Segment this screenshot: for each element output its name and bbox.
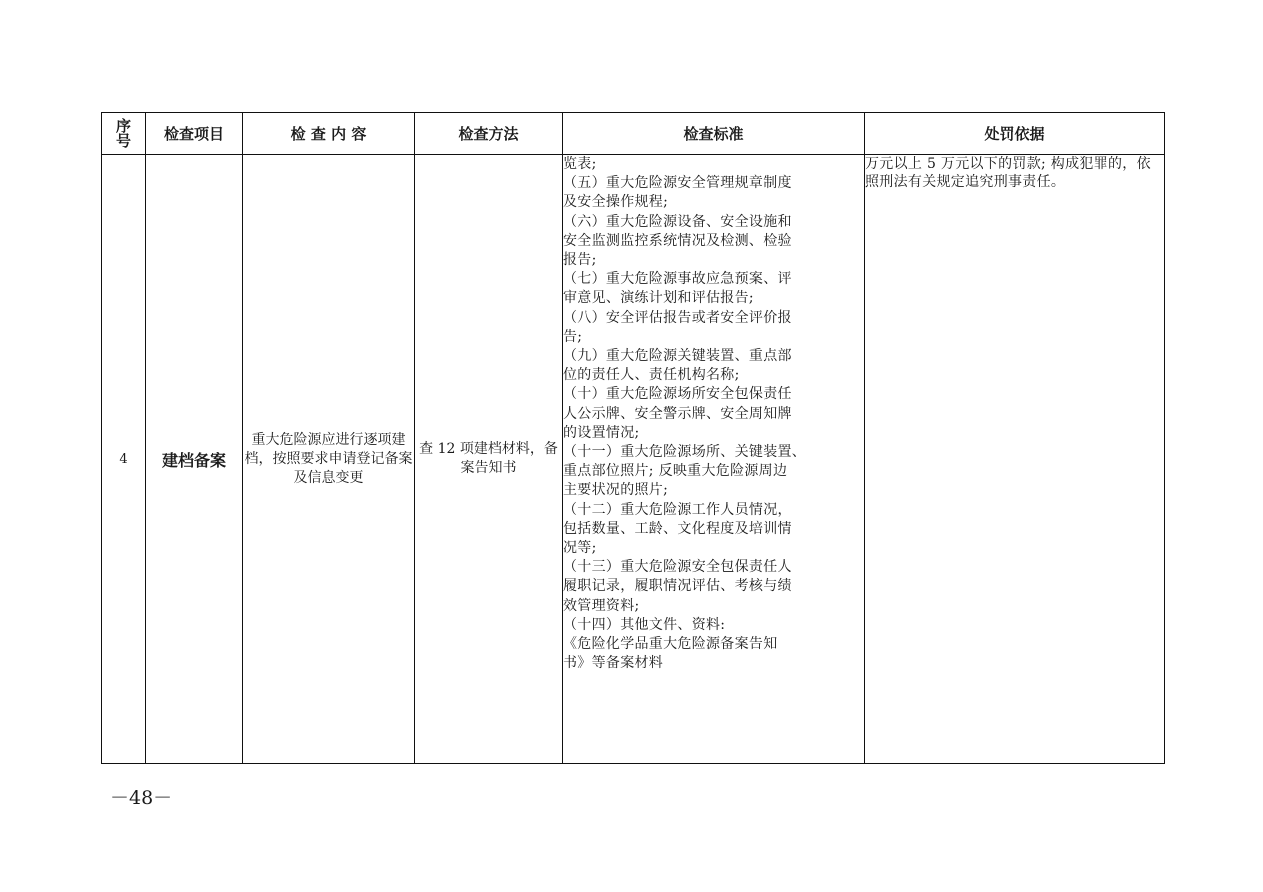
cell-seq: 4	[102, 155, 146, 764]
header-standard: 检查标准	[563, 113, 865, 155]
header-seq	[102, 113, 146, 155]
standard-line: 人公示牌、安全警示牌、安全周知牌	[563, 405, 792, 422]
standard-line: 况等;	[563, 540, 597, 557]
standard-line: （六）重大危险源设备、安全设施和	[563, 213, 792, 230]
standard-line: 重点部位照片; 反映重大危险源周边	[563, 463, 788, 480]
standard-line: （九）重大危险源关键装置、重点部	[563, 348, 792, 365]
standard-line: （五）重大危险源安全管理规章制度	[563, 175, 792, 192]
table-header-row	[102, 113, 1165, 155]
cell-standard	[563, 155, 865, 764]
header-seq-top: 序	[115, 116, 131, 135]
standard-line: 效管理资料;	[563, 597, 640, 614]
standard-line: 《危险化学品重大危险源备案告知	[563, 636, 778, 653]
standard-line: （十三）重大危险源安全包保责任人	[563, 559, 792, 576]
standard-line: 审意见、演练计划和评估报告;	[563, 290, 754, 307]
standard-line: 履职记录，履职情况评估、考核与绩	[563, 578, 792, 595]
header-method: 检查方法	[415, 113, 563, 155]
table-row	[102, 155, 1165, 764]
header-basis: 处罚依据	[865, 113, 1165, 155]
cell-basis: 万元以上 5 万元以下的罚款; 构成犯罪的，依照刑法有关规定追究刑事责任。	[865, 155, 1165, 764]
standard-line: 位的责任人、责任机构名称;	[563, 367, 740, 384]
standard-line: 的设置情况;	[563, 424, 640, 441]
header-item: 检查项目	[146, 113, 243, 155]
cell-method: 查 12 项建档材料，备案告知书	[415, 155, 563, 764]
cell-item: 建档备案	[146, 155, 243, 764]
standard-line: 书》等备案材料	[563, 655, 664, 672]
standard-line: 及安全操作规程;	[563, 194, 669, 211]
cell-content: 重大危险源应进行逐项建档，按照要求申请登记备案及信息变更	[243, 155, 415, 764]
standard-line: （十一）重大危险源场所、关键装置、	[563, 444, 807, 461]
standard-line: 览表;	[563, 156, 597, 172]
header-seq-bottom: 号	[115, 131, 131, 150]
standard-line: 包括数量、工龄、文化程度及培训情	[563, 520, 792, 537]
page-number: －48－	[110, 787, 173, 809]
standard-line: 主要状况的照片;	[563, 482, 669, 499]
standard-line: （十二）重大危险源工作人员情况，	[563, 501, 792, 518]
standard-line: （八）安全评估报告或者安全评价报	[563, 309, 792, 326]
standard-line: （七）重大危险源事故应急预案、评	[563, 271, 792, 288]
standard-line: 告;	[563, 328, 583, 345]
standard-line: 报告;	[563, 252, 597, 269]
standard-line: （十）重大危险源场所安全包保责任	[563, 386, 792, 403]
standard-line: 安全监测监控系统情况及检测、检验	[563, 232, 792, 249]
standard-line: （十四）其他文件、资料:	[563, 616, 726, 633]
header-content: 检 查 内 容	[243, 113, 415, 155]
inspection-table	[101, 112, 1165, 764]
